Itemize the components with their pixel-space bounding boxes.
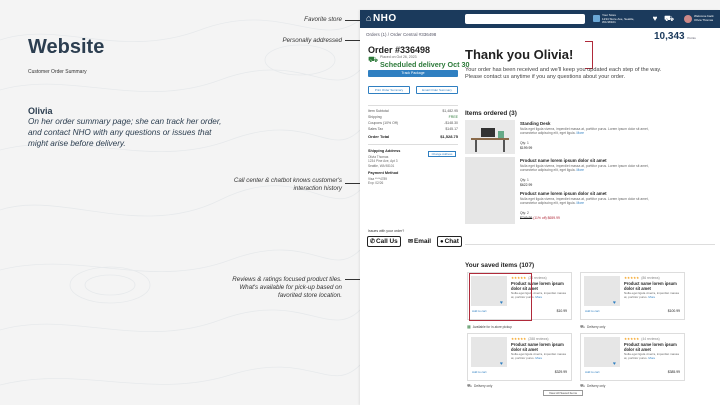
desk-image [465,120,515,154]
rating-stars [511,337,549,341]
payment-method [368,177,428,186]
payment-method-title: Payment Method [368,171,399,175]
truck-icon: ⛟ [368,55,379,64]
product-price: $100.99 [667,309,680,313]
product-image[interactable] [465,190,515,224]
order-number: Order #336498 [368,45,431,55]
product-price: $10.99 [556,309,567,313]
scheduled-delivery: Scheduled delivery Oct 30 [380,60,470,69]
summary-row [368,121,458,126]
product-description [511,353,569,360]
house-icon: ⌂ [366,13,372,23]
add-to-cart-link[interactable]: Add to cart [585,370,600,374]
address-line: Olivia Thomas [368,155,389,159]
track-package-button[interactable]: Track Package [368,70,458,77]
product-desc-text: Nulla eget ligula viverra, imperdiet massa at, porttitor purus. [511,291,566,299]
heart-icon[interactable]: ♥ [613,300,616,306]
item-name[interactable]: Standing Desk [520,121,551,126]
availability-text: Delivery only [587,384,606,388]
stars: ★★★★★ [511,337,527,341]
more-link[interactable]: More [576,168,584,172]
stars: ★★★★★ [624,337,640,341]
order-placed-date: Placed on Oct 26, 2023 [380,55,417,59]
highlight-box [469,273,532,321]
heart-icon[interactable]: ♥ [500,361,503,367]
add-to-cart-link[interactable]: Add to cart [472,309,487,313]
rating-stars [624,337,660,341]
phone-icon: ✆ [370,239,376,245]
order-total-label: Order Total [368,134,390,139]
slide-subtitle: Customer Order Summary [28,69,87,75]
item-qty: Qty: 1 [520,141,529,145]
more-link[interactable]: More [576,201,584,205]
heart-icon[interactable]: ♥ [613,361,616,367]
callout-reviews: Reviews & ratings focused product tiles. What's available for pick-up based on favorited store location. [232,276,342,299]
points-unit: Points [687,36,696,40]
product-image[interactable] [465,120,515,154]
summary-label: Coupons (10% Off) [368,121,398,125]
product-name[interactable]: Product name lorem ipsum dolor sit amet [624,342,677,352]
item-name[interactable]: Product name lorem ipsum dolor sit amet [520,191,607,196]
order-total-row [368,134,458,139]
address-line: 1234 Pine Ave, Apt 3 [368,159,398,164]
stars: ★★★★★ [624,276,640,280]
cart-icon[interactable]: ⛟ [664,14,675,23]
favorite-store-selector[interactable] [593,14,637,24]
availability-status [580,383,605,389]
account-menu[interactable] [684,14,716,24]
summary-value: FREE [448,115,458,119]
chat-icon: ● [440,239,444,245]
add-to-cart-link[interactable]: Add to cart [472,370,487,374]
item-name[interactable]: Product name lorem ipsum dolor sit amet [520,158,607,163]
item-desc-text: Nulla eget ligula viverra, imperdiet massa at, porttitor purus. Lorem ipsum dolor sit amet, consectetur adipiscing elit, eget ligula. [520,164,649,172]
breadcrumb[interactable]: Orders (1) / Order Central #336498 [366,32,437,37]
product-description [624,353,682,360]
email-label: Email [414,238,432,245]
summary-row [368,127,458,132]
store-line-1: Your Store [602,13,617,17]
store-pickup-icon: ▦ [467,324,471,329]
change-address-button[interactable]: Change Address [428,151,456,157]
heart-icon[interactable]: ♥ [500,300,503,306]
product-name[interactable]: Product name lorem ipsum dolor sit amet [624,281,677,291]
website-screenshot [360,10,720,405]
nho-logo[interactable] [366,13,397,24]
logo-text: NHO [372,13,397,24]
call-us-button[interactable] [367,236,401,247]
item-price: $622.99 [520,183,533,187]
product-image[interactable] [465,157,515,191]
product-price: $329.99 [554,370,567,374]
item-qty: Qty: 1 [520,178,529,182]
address-line: Seattle, WA 98101 [368,163,395,168]
availability-status [580,324,605,330]
callout-favorite-store: Favorite store [304,16,342,23]
print-summary-button[interactable]: Print Order Summary [368,86,410,94]
product-desc-text: Nulla eget ligula viverra, imperdiet massa at, porttitor purus. [624,291,679,299]
store-icon [593,15,600,22]
account-line-2: Olivia Thomas [694,18,714,22]
payment-line: Exp: 02/26 [368,181,384,186]
rating-stars [624,276,660,280]
confirmation-message: Your order has been received and we'll keep you updated each step of the way. Please contact us anytime if you any questions about your order. [465,67,662,81]
slide-title: Website [28,36,105,58]
chat-button[interactable] [437,236,462,247]
top-navigation-bar [360,10,720,28]
more-link[interactable]: More [648,294,656,299]
saved-product-tile[interactable] [580,272,685,320]
items-ordered-title: Items ordered (3) [465,110,517,117]
summary-value: $145.17 [445,127,458,131]
callout-call-center: Call center & chatbot knows customer's interaction history [233,177,342,192]
availability-text: Delivery only [587,325,606,329]
product-description [624,292,682,299]
review-count[interactable]: (44 reviews) [641,337,660,341]
saved-product-tile[interactable] [467,333,572,381]
more-link[interactable]: More [535,355,543,360]
product-name[interactable]: Product name lorem ipsum dolor sit amet [511,342,564,352]
order-total-value: $1,528.75 [440,134,458,139]
shipping-address-title: Shipping Address [368,149,401,153]
summary-label: Item Subtotal [368,109,389,113]
divider [368,105,458,106]
summary-row [368,115,458,120]
more-link[interactable]: More [535,294,543,299]
heart-icon[interactable]: ♥ [652,14,658,23]
stars: ★★★★★ [511,276,527,280]
review-count[interactable]: (288 reviews) [528,337,549,341]
item-original-price: $749.99 [520,216,533,220]
availability-text: Delivery only [474,384,493,388]
product-price: $385.99 [667,370,680,374]
more-link[interactable]: More [576,131,584,135]
review-count[interactable]: (86 reviews) [641,276,660,280]
item-desc-text: Nulla eget ligula viverra, imperdiet massa at, porttitor purus. Lorem ipsum dolor sit amet, consectetur adipiscing elit, eget ligula. [520,127,649,135]
availability-text: Available for in-store pickup [472,325,512,329]
review-count[interactable]: (20 reviews) [528,276,547,280]
help-question: Issues with your order? [368,229,405,233]
item-desc-text: Nulla eget ligula viverra, imperdiet massa at, porttitor purus. Lorem ipsum dolor sit amet, consectetur adipiscing elit, eget ligula. [520,197,649,205]
avatar [684,15,692,23]
divider [368,144,458,145]
item-price: $199.99 [520,146,533,150]
call-us-label: Call Us [376,238,398,245]
highlight-bracket [585,41,593,69]
view-all-saved-button[interactable]: View All Saved Items [543,390,583,396]
summary-label: Sales Tax [368,127,384,131]
persona-name: Olivia [28,106,53,116]
truck-icon: ⛟ [467,383,473,388]
item-sale-price: (11% off) $659.99 [533,216,560,220]
divider [465,244,715,245]
summary-value: $1,482.95 [442,109,458,113]
item-qty: Qty: 2 [520,211,529,215]
points-value: 10,343 [654,31,685,42]
thank-you-heading: Thank you Olivia! [465,47,574,62]
account-line-1: Welcome back [694,14,714,18]
item-price [520,216,560,220]
envelope-icon: ✉ [408,239,414,245]
availability-status [467,383,492,389]
search-input[interactable] [465,14,585,24]
store-line-2: 1234 Store Ave, Seattle, WA 98101 [602,16,635,24]
truck-icon: ⛟ [580,324,586,329]
chat-label: Chat [444,238,459,245]
persona-description: On her order summary page; she can track her order, and contact NHO with any questions or issues that might arise before delivery. [28,117,222,148]
shipping-address [368,155,428,168]
product-desc-text: Nulla eget ligula viverra, imperdiet massa at, porttitor purus. [624,352,679,360]
product-desc-text: Nulla eget ligula viverra, imperdiet massa at, porttitor purus. [511,352,566,360]
availability-status [467,324,512,329]
add-to-cart-link[interactable]: Add to cart [585,309,600,313]
callout-personally-addressed: Personally addressed [282,37,342,44]
summary-value: -$148.30 [444,121,458,125]
product-name[interactable]: Product name lorem ipsum dolor sit amet [511,281,564,291]
email-summary-button[interactable]: Email Order Summary [416,86,458,94]
item-description [520,164,660,172]
item-description [520,197,660,205]
saved-product-tile[interactable] [580,333,685,381]
email-button[interactable] [405,236,434,247]
truck-icon: ⛟ [580,383,586,388]
summary-row [368,109,458,114]
saved-items-title: Your saved items (107) [465,262,535,269]
item-description [520,127,660,135]
more-link[interactable]: More [648,355,656,360]
payment-line: Visa ****4789 [368,177,388,181]
points-balance [654,31,696,42]
summary-label: Shipping [368,115,382,119]
